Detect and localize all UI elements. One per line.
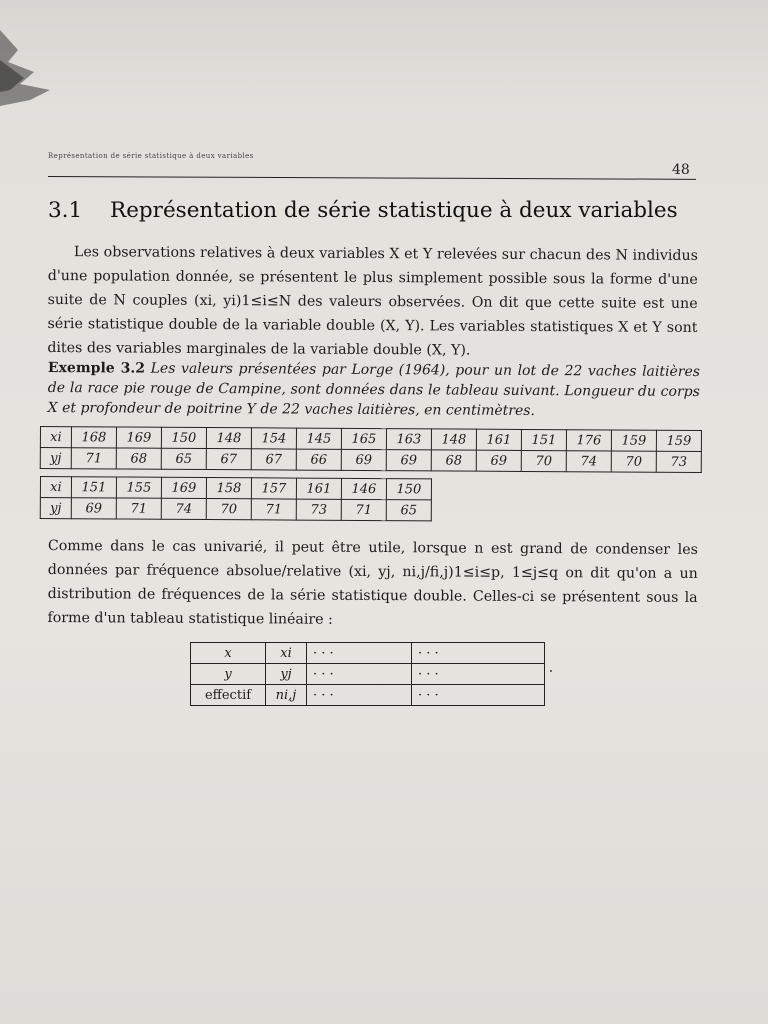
table-cell: 70 [521,450,566,471]
table-cell: 65 [161,448,206,469]
example-block [48,358,700,422]
table-cell: 154 [251,428,296,449]
intro-paragraph-text: Les observations relatives à deux variables X et Y relevées sur chacun des N individus d'une population donnée, se présentent le plus simplement possible sous la forme d'une suite de N couples (xi, yi)1≤i≤N des valeurs observées. On dit que cette suite est une série statistique double de la variable double (X, Y). Les variables statistiques X et Y sont dites des variables marginales de la variable double (X, Y). [47,244,698,359]
row-label: x [191,643,266,664]
frequency-paragraph-text: Comme dans le cas univarié, il peut être utile, lorsque n est grand de condenser les données par fréquence absolue/relative (xi, yj, ni,j/fi,j)1≤i≤p, 1≤j≤q on dit qu'on a un distribution de fréquences de la série statistique double. Celles-ci se présentent sous la forme d'un tableau statistique linéaire : [47,537,698,628]
table-cell: 71 [116,498,161,519]
table-cell: 68 [431,450,476,471]
table-cell: 74 [566,451,611,472]
row-label-x: xi [40,477,71,498]
intro-paragraph [47,240,698,364]
table-row [40,498,431,521]
table-cell: 67 [251,449,296,470]
table-row [191,685,545,706]
table-cell: 69 [341,449,386,470]
table-cell: 169 [161,477,206,498]
row-label: effectif [191,685,266,706]
table-cell: · · · [307,685,412,706]
section-number: 3.1 [48,198,83,223]
table-row [40,448,701,473]
table-cell: · · · [412,643,545,664]
table-row [191,664,545,685]
table-cell: 161 [296,478,341,499]
example-text: Les valeurs présentées par Lorge (1964), pour un lot de 22 vaches laitières de la race pie rouge de Campine, sont données dans le tableau suivant. Longueur du corps X et profondeur de poitrine Y de 22 vaches laitières, en centimètres. [47,360,701,419]
section-heading [48,198,708,223]
section-title: Représentation de série statistique à deux variables [110,198,678,223]
table-cell: · · · [412,664,545,685]
running-head: Représentation de série statistique à deux variables [48,152,254,160]
table-cell: 70 [206,499,251,520]
table-row [191,643,545,664]
table-cell: · · · [412,685,545,706]
table-cell: 150 [161,427,206,448]
table-cell: 151 [71,477,116,498]
table-cell: 65 [386,500,431,521]
table-cell: · · · [307,643,412,664]
table-cell: 145 [296,428,341,449]
torn-corner-mark [0,20,70,110]
table-cell: 163 [386,429,431,450]
table-cell: 66 [296,449,341,470]
table-cell: 169 [116,427,161,448]
table-cell: 146 [341,478,386,499]
table-row [40,477,431,500]
table-cell: 74 [161,498,206,519]
table-cell: 71 [251,499,296,520]
page-number: 48 [672,162,690,178]
table-cell: 151 [521,429,566,450]
table-cell: 148 [431,429,476,450]
row-label-x: xi [40,427,71,448]
table-cell: 161 [476,429,521,450]
table-cell: 68 [116,448,161,469]
row-label-y: yj [40,448,71,469]
row-symbol: yj [266,664,307,685]
table-cell: 73 [296,499,341,520]
table-cell: 71 [341,499,386,520]
table-cell: 71 [71,448,116,469]
table-cell: 176 [566,430,611,451]
row-symbol: xi [266,643,307,664]
table-cell: 168 [71,427,116,448]
table-cell: 165 [341,428,386,449]
row-label: y [191,664,266,685]
data-table-2 [40,476,432,521]
data-table-1 [40,426,702,473]
row-symbol: ni,j [266,685,307,706]
frequency-paragraph [47,534,698,634]
stray-dot [550,670,552,672]
table-cell: 158 [206,478,251,499]
row-label-y: yj [40,498,71,519]
table-cell: 159 [656,430,701,451]
table-cell: 69 [476,450,521,471]
example-label: Exemple 3.2 [47,359,146,377]
table-cell: 150 [386,479,431,500]
header-rule [48,176,696,180]
table-cell: 148 [206,428,251,449]
table-cell: 70 [611,451,656,472]
table-cell: 69 [71,498,116,519]
table-cell: 73 [656,451,701,472]
frequency-table [190,642,545,706]
table-cell: 155 [116,477,161,498]
table-cell: 67 [206,449,251,470]
table-cell: 157 [251,478,296,499]
table-cell: · · · [307,664,412,685]
table-cell: 159 [611,430,656,451]
table-cell: 69 [386,450,431,471]
